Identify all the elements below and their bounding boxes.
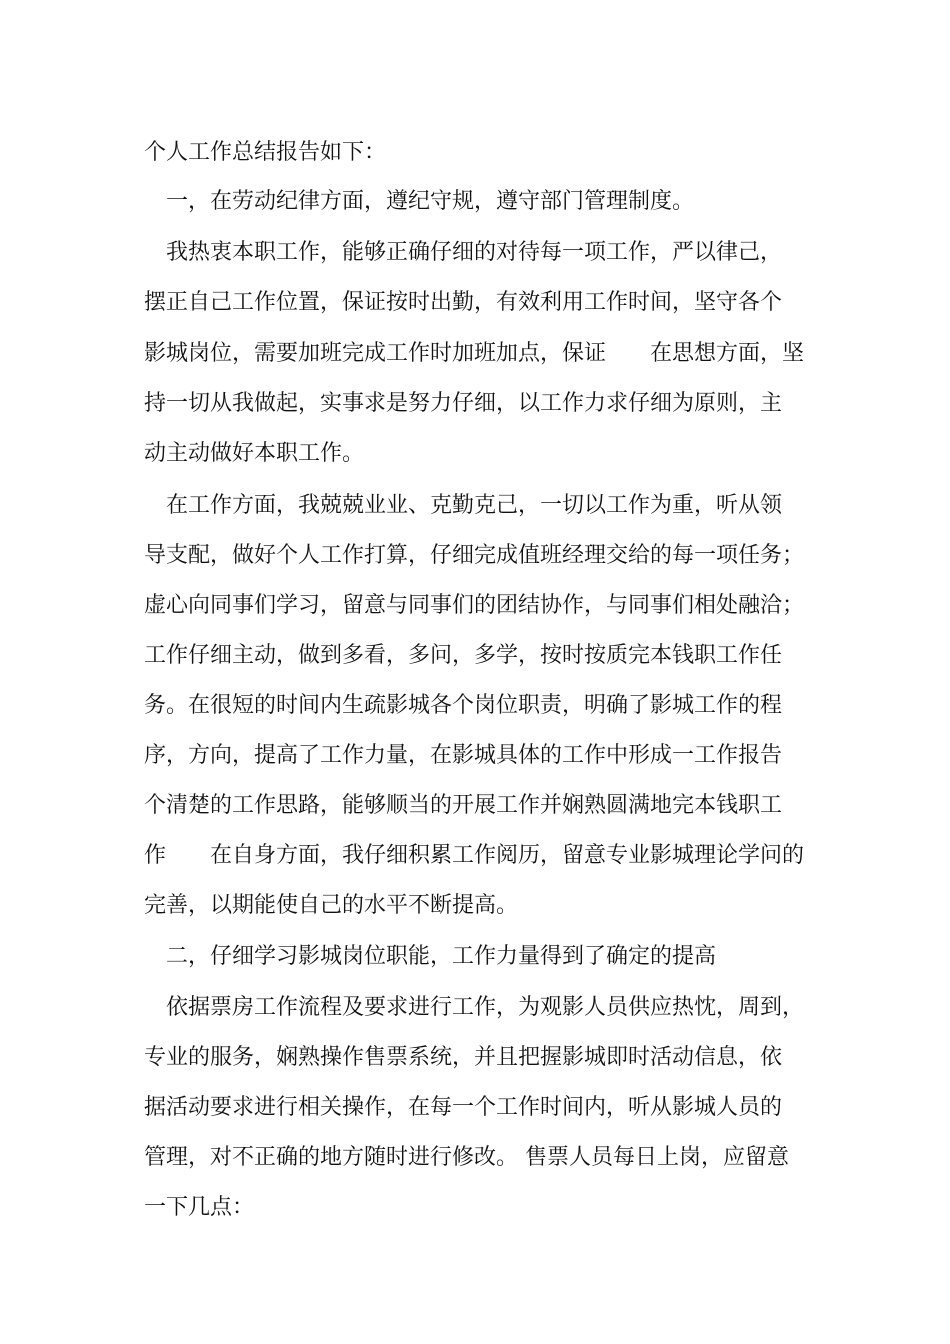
paragraph-line: 持一切从我做起，实事求是努力仔细，以工作力求仔细为原则，主 <box>144 391 783 416</box>
paragraph-line: 据活动要求进行相关操作，在每一个工作时间内，听从影城人员的 <box>144 1095 783 1120</box>
intro-heading: 个人工作总结报告如下： <box>144 140 387 165</box>
paragraph-line: 工作仔细主动，做到多看，多问，多学，按时按质完本钱职工作任 <box>144 643 783 668</box>
paragraph-line: 管理，对不正确的地方随时进行修改。 售票人员每日上岗，应留意 <box>144 1145 789 1170</box>
paragraph-line: 作 在自身方面，我仔细积累工作阅历，留意专业影城理论学问的 <box>144 843 805 868</box>
section-two-heading: 二，仔细学习影城岗位职能，工作力量得到了确定的提高 <box>166 944 717 969</box>
paragraph-line: 摆正自己工作位置，保证按时出勤，有效利用工作时间，坚守各个 <box>144 290 783 315</box>
paragraph-line: 我热衷本职工作，能够正确仔细的对待每一项工作，严以律己， <box>166 240 783 265</box>
paragraph-line: 影城岗位，需要加班完成工作时加班加点，保证 在思想方面，坚 <box>144 341 805 366</box>
paragraph-line: 专业的服务，娴熟操作售票系统，并且把握影城即时活动信息，依 <box>144 1045 783 1070</box>
paragraph-line: 动主动做好本职工作。 <box>144 441 365 466</box>
paragraph-line: 个清楚的工作思路，能够顺当的开展工作并娴熟圆满地完本钱职工 <box>144 793 783 818</box>
paragraph-line: 务。在很短的时间内生疏影城各个岗位职责，明确了影城工作的程 <box>144 693 783 718</box>
paragraph-line: 依据票房工作流程及要求进行工作，为观影人员供应热忱，周到， <box>166 995 805 1020</box>
paragraph-line: 导支配，做好个人工作打算，仔细完成值班经理交给的每一项任务； <box>144 543 805 568</box>
paragraph-line: 序，方向，提高了工作力量，在影城具体的工作中形成一工作报告 <box>144 743 783 768</box>
section-one-heading: 一，在劳动纪律方面，遵纪守规，遵守部门管理制度。 <box>166 189 695 214</box>
paragraph-line: 在工作方面，我兢兢业业、克勤克己，一切以工作为重，听从领 <box>166 493 783 518</box>
paragraph-line: 一下几点： <box>144 1195 255 1220</box>
paragraph-line: 虚心向同事们学习，留意与同事们的团结协作，与同事们相处融洽； <box>144 593 805 618</box>
paragraph-line: 完善，以期能使自己的水平不断提高。 <box>144 893 519 918</box>
